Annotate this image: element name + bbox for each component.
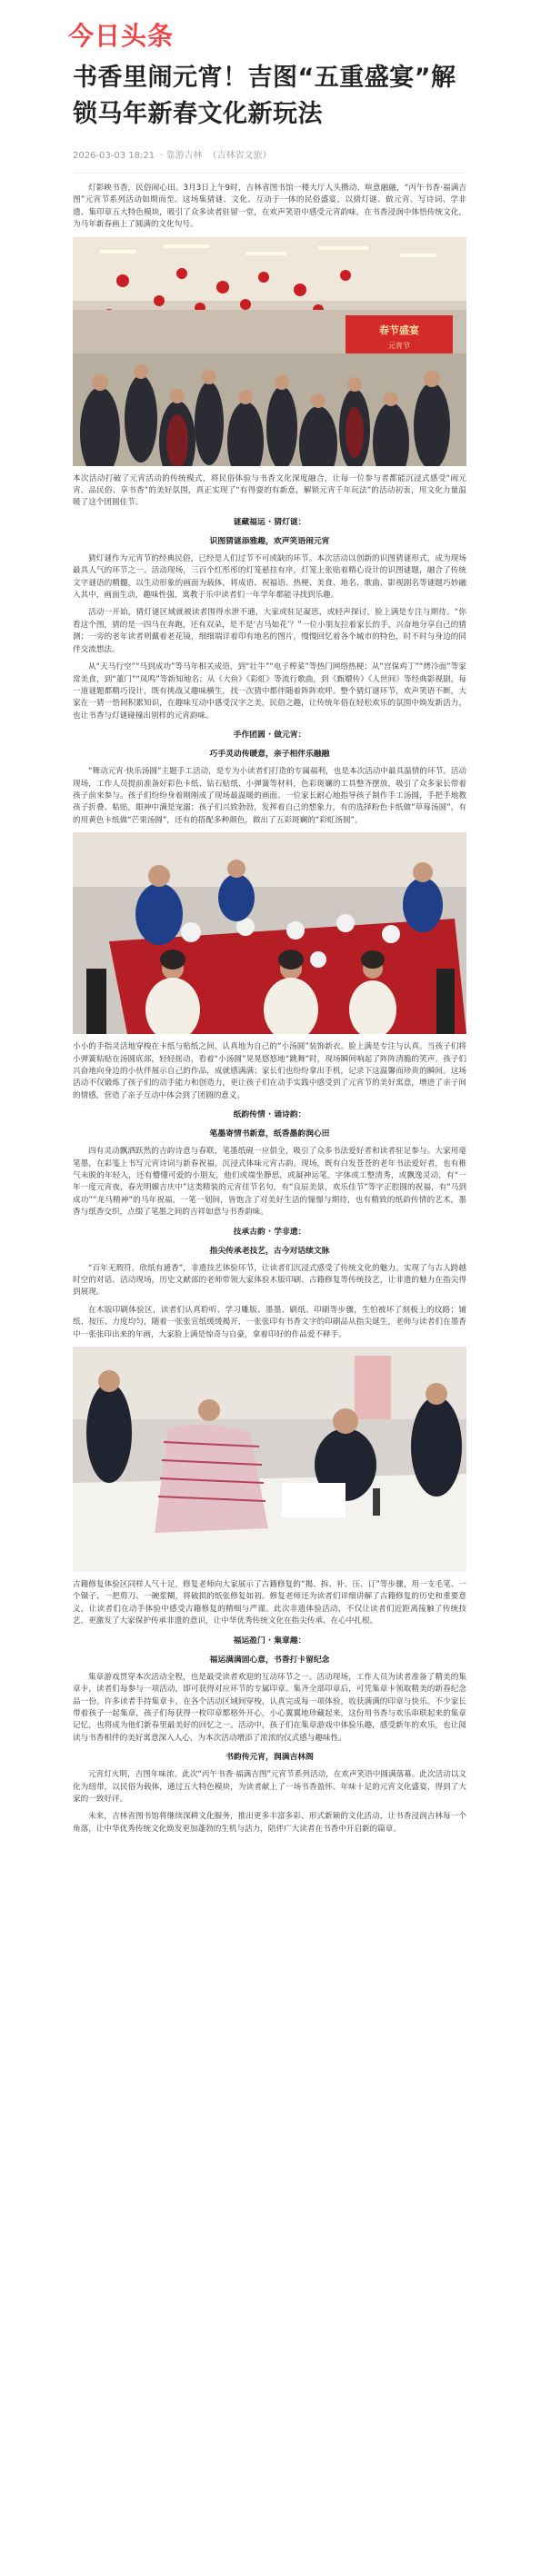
photo-caption: 小小的手指灵活地穿梭在卡纸与贴纸之间，认真地为自己的“小汤圆”装饰新衣。脸上满是专注与认真。当孩子们将小弹簧粘贴在汤圆底部，轻轻摇动，看着“小汤圆”晃晃悠悠地“跳舞”时，现场瞬间响起了阵阵清脆的笑声。孩子们兴奋地向身边的小伙伴展示自己的作品，成就感满满；家长们也纷纷拿出手机，记录下这温馨而珍贵的瞬间。这场活动不仅锻炼了孩子们的动手能力和创造力，更让孩子们在动手实践中感受到了元宵节的美好寓意，增进了亲子间的情感，营造了亲子互动中体会到了团圆的意义。 xyxy=(73,1042,466,1100)
paragraph: 元宵灯火明，吉图年味浓。此次“丙午书香·福满吉图”元宵节系列活动，在欢声笑语中圆满落幕。此次活动以文化为纽带，以民俗为载体，通过五大特色模块，为读者献上了一场书香盈怀、年味十足的元宵文化盛宴，得到了大家的一致好评。 xyxy=(73,1770,466,1804)
section-subtitle: 福运满满固心意，书香打卡留纪念 xyxy=(209,1655,330,1665)
section-subtitle: 巧手灵动传暖意，亲子相伴乐融融 xyxy=(209,750,330,760)
paragraph: 集章游戏贯穿本次活动全程，也是最受读者欢迎的互动环节之一。活动现场，工作人员为读者准备了精美的集章卡，读者们每参与一项活动，即可获得对应环节的专属印章。集齐全部印章后，可凭集章卡领取精美的新春纪念品一份。许多读者手持集章卡，在各个活动区域间穿梭，认真完成每一项体验，收获满满的印章与快乐。不少家长带着孩子一起集章，孩子们每获得一枚印章都格外开心，小心翼翼地珍藏起来，这份用书香与欢乐串联起来的集章记忆，也将成为他们新春里最美好的回忆之一。活动中，孩子们在集章游戏中体验乐趣，感受新年的欢乐，也让阅读与书香相伴的美好寓意深入人心，为本次活动增添了浓浓的仪式感与趣味性。 xyxy=(73,1672,466,1743)
banner-sub-text: 元宵节 xyxy=(388,341,410,350)
photo-craft-table xyxy=(73,832,466,1034)
photo-lobby-crowd xyxy=(73,237,466,466)
article-meta xyxy=(73,147,466,160)
article-container xyxy=(0,60,541,1835)
section-title: 纸韵传情 · 诵诗韵： xyxy=(233,1110,306,1120)
section-title: 福运盈门 · 集章趣： xyxy=(233,1636,306,1646)
section-subtitle: 指尖传承老技艺，古今对话续文脉 xyxy=(209,1246,330,1256)
article-body xyxy=(73,183,466,1835)
header-bar xyxy=(0,0,541,53)
section-subtitle: 笔墨寄情书新意，纸香墨韵润心田 xyxy=(209,1129,330,1139)
section-title: 手作团圆 · 做元宵： xyxy=(233,731,306,741)
photo-caption: 本次活动打破了元宵活动的传统模式，将民俗体验与书香文化深度融合，让每一位参与者都能沉浸式感受“闹元宵、品民俗、享书香”的美好氛围，真正实现了“有得耍的有新意，解锁元宵千年玩法”的活动初衷，用文化力量温暖了这个团圆佳节。 xyxy=(73,473,466,508)
photo-caption: 古籍修复体验区同样人气十足，修复老师向大家展示了古籍修复的“揭、拆、补、压、订”等步骤，用一支毛笔、一个镊子、一把剪刀、一碗浆糊，将破损的纸张修复如初。修复老师还为读者们详细讲解了古籍修复的历史和重要意义，让读者们在动手体验中感受古籍修复的精细与严谨。此次非遗体验活动，不仅让读者们近距离接触了传统技艺，更激发了大家保护传承非遗的意识，让中华优秀传统文化在指尖传承、在心中扎根。 xyxy=(73,1580,466,1626)
paragraph: “舞动元宵·快乐汤圆”主题手工活动，是专为小读者们打造的专属福利，也是本次活动中最具温情的环节。活动现场，工作人员提前准备好彩色卡纸、钻石贴纸、小弹簧等材料，色彩斑斓的工具整齐摆放，吸引了众多家长带着孩子前来参与。孩子们纷纷身着刚刚成了现场最温暖的画面。一位家长耐心地指导孩子制作手工汤圆，手把手地教孩子折叠、粘贴，眼神中满是宠溺；孩子们兴致勃勃，发挥着自己的想象力，有的选择粉色卡纸做“草莓汤圆”，有的用黄色卡纸做“芒果汤圆”，还有的搭配多种颜色，做出了五彩斑斓的“彩虹汤圆”。 xyxy=(73,767,466,825)
paragraph: 四有灵动飘洒跃然的吉韵诗意与春联，笔墨纸砚一应俱全，吸引了众多书法爱好者和读者驻足参与。大家用毫笔墨，在彩笺上书写元宵诗词与新春祝福，沉浸式体味元宵古韵。现场，既有白发苍苍的老年书法爱好者，也有稚气未脱的年轻人，还有懵懂可爱的小朋友，他们或端坐静思，或凝神运笔，字体或工整清秀，或飘逸灵动，有“一年一度元宵夜，春光明媚吉庆中”这类精装的元宵佳节名句，有“良辰美景，欢乐佳节”等字正腔圆的祝福，有“马到成功”“龙马精神”的马年祝福，一笔一划间，皆饱含了对美好生活的憧憬与期待，也有精致的纸韵传情的艺术，墨香与纸香交织，点缀了笔墨之间的吉祥如意与书香韵味。 xyxy=(73,1147,466,1218)
paragraph: 活动一开始，猜灯谜区域就被读者围得水泄不通，大家或驻足凝思，或轻声探讨，脸上满是专注与期待。“你看这个图，猜的是一四马在奔跑，还有双朵，是不是‘吉马如花’？”一位小朋友拉着家长的手，兴奋地分享自己的猜测；一旁的老年读者则戴着老花镜，细细端详着印有地名的图片，慢慢回忆着各个城市的特色，时不时与身边的同伴交流想法。 xyxy=(73,608,466,654)
photo-calligraphy xyxy=(73,1347,466,1572)
paragraph: 在木版印刷体验区，读者们认真聆听、学习雕版、墨墨、刷纸、印刷等步骤，生怕被坏了刻板上的纹路；铺纸、按压、力度均匀，随着一张张宣纸缓缓揭开，一张张印有书香文字的印刷品从指尖诞生，老师与读者们在墨香中一张张印出来的年画，大家脸上满是惊奇与自豪，拿着印好的作品爱不释手。 xyxy=(73,1305,466,1339)
meta-divider xyxy=(73,173,466,174)
author-link[interactable]: · 靠游吉林 xyxy=(160,151,203,161)
section-title: 谜藏福运 · 猜灯谜： xyxy=(233,517,306,527)
section-subtitle: 识图猜谜添雅趣，欢声笑语闹元宵 xyxy=(209,536,330,546)
source-label: （吉林省文旅） xyxy=(207,151,272,161)
section-title: 书韵传元宵，润满吉林阁 xyxy=(225,1753,314,1763)
paragraph: 灯影映书香，民俗闹心田。3月3日上午9时，吉林省图书馆一楼大厅人头攒动、喧意融融，“丙午书香·福满吉图”元宵节系列活动如期而至。这场集猜谜、文化、互动于一体的民俗盛宴，以猜灯谜、做元宵、写诗词、学非遗、集印章五大特色模块，吸引了众多读者驻留一堂，在欢声笑语中感受元宵韵味，在书香浸润中体悟传统文化，为马年新春画上了圆满的文化句号。 xyxy=(73,184,466,230)
app-logo[interactable]: 今日头条 xyxy=(68,21,175,51)
banner-main-text: 春节盛宴 xyxy=(379,323,419,336)
paragraph: “百年无瑕符，欣纸有通香”，非遗技艺体验环节，让读者们沉浸式感受了传统文化的魅力。实现了与古人跨越时空的对话。活动现场，历史文献部的老师带领大家体验木版印刷、古籍修复等传统技艺，让非遗的魅力在指尖得到展现。 xyxy=(73,1263,466,1298)
paragraph: 未来，吉林省图书馆将继续深耕文化服务，推出更多丰富多彩、形式新颖的文化活动，让书香浸润吉林每一个角落，让中华优秀传统文化焕发更加蓬勃的生机与活力，陪伴广大读者在书香中开启新的篇章。 xyxy=(73,1812,466,1834)
paragraph: 猜灯谜作为元宵节的经典民俗，已经是人们过节不可或缺的环节。本次活动以创新的识图猜谜形式，成为现场最具人气的环节之一。活动现场，三百个红彤彤的灯笼悬挂有序，灯笼上张贴着精心设计的识图谜题，融合了传统文字谜语的精髓，以生动形象的画面为载体，将成语、祝福语、热梗、美食、地名、歌曲、影视剧名等谜题巧妙融入其中，画面生动，趣味性强，寓教于乐中读者们一年学年都能寻找到乐趣。 xyxy=(73,553,466,601)
section-title: 技承古韵 · 学非遗： xyxy=(233,1227,306,1237)
article-title: 书香里闹元宵！吉图“五重盛宴”解锁马年新春文化新玩法 xyxy=(73,64,456,128)
paragraph: 从“天马行空”“马到成功”等马年相关成语，到“壮牛”“电子榨菜”等热门网络热梗；从“宫保鸡丁”“烤冷面”等家常美食，到“董门”“凤鸣”等新知地名；从《大鱼》《彩虹》等流行歌曲，到《甄嬛传》《人世间》等经典影视剧，每一道谜题都精巧设计，既有挑战又趣味横生，找一次猜中都伴随着阵阵欢呼。整个猜灯谜环节，欢声笑语不断，大家在一猜一悟间积累知识，在趣味互动中感受汉字之美，民俗之趣，让传统年俗在轻松欢乐的氛围中焕发新活力，也让书香与灯谜碰撞出别样的元宵韵味。 xyxy=(73,662,466,721)
publish-time: 2026-03-03 18:21 xyxy=(73,151,155,161)
